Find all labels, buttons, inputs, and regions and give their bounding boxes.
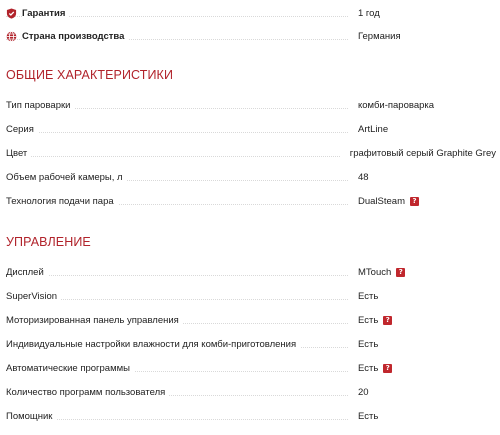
spec-label: Моторизированная панель управления [6, 315, 183, 326]
section-title-control: УПРАВЛЕНИЕ [6, 235, 91, 249]
spec-row [6, 193, 496, 209]
dotted-leader [6, 132, 348, 133]
spec-label: Объем рабочей камеры, л [6, 172, 127, 183]
dotted-leader [6, 275, 348, 276]
spec-row [6, 145, 496, 161]
dotted-leader [6, 156, 340, 157]
globe-icon [6, 31, 17, 42]
spec-row-warranty [6, 5, 496, 21]
spec-value: Есть [358, 314, 379, 326]
help-icon[interactable]: ? [410, 197, 419, 206]
spec-value: Есть [358, 338, 379, 350]
spec-row [6, 288, 496, 304]
spec-label: Индивидуальные настройки влажности для комби-приготовления [6, 339, 300, 350]
spec-label: SuperVision [6, 291, 61, 302]
spec-row [6, 169, 496, 185]
spec-label: Цвет [6, 148, 31, 159]
spec-value: графитовый серый Graphite Grey [349, 147, 496, 159]
spec-value: ArtLine [358, 123, 389, 135]
spec-row [6, 384, 496, 400]
spec-label: Помощник [6, 411, 56, 422]
section-title-general: ОБЩИЕ ХАРАКТЕРИСТИКИ [6, 68, 174, 82]
help-icon[interactable]: ? [396, 268, 405, 277]
spec-label: Серия [6, 124, 38, 135]
spec-row [6, 312, 496, 328]
spec-row [6, 360, 496, 376]
spec-row [6, 336, 496, 352]
help-icon[interactable]: ? [383, 316, 392, 325]
spec-value: 20 [358, 386, 369, 398]
spec-value: 48 [358, 171, 369, 183]
spec-label: Автоматические программы [6, 363, 134, 374]
help-icon[interactable]: ? [383, 364, 392, 373]
spec-label: Технология подачи пара [6, 196, 118, 207]
spec-label: Страна производства [22, 31, 128, 42]
spec-row [6, 121, 496, 137]
spec-value: DualSteam [358, 195, 405, 207]
dotted-leader [6, 419, 348, 420]
spec-label: Количество программ пользователя [6, 387, 169, 398]
spec-row [6, 97, 496, 113]
spec-row [6, 408, 496, 424]
spec-value: комби-пароварка [358, 99, 435, 111]
spec-value: Есть [358, 410, 379, 422]
spec-value: Германия [358, 30, 401, 42]
spec-value: 1 год [358, 7, 380, 19]
spec-value: Есть [358, 290, 379, 302]
shield-check-icon [6, 8, 17, 19]
spec-label: Гарантия [22, 8, 69, 19]
spec-label: Тип пароварки [6, 100, 74, 111]
spec-value: MTouch [358, 266, 392, 278]
spec-label: Дисплей [6, 267, 48, 278]
spec-row [6, 264, 496, 280]
spec-value: Есть [358, 362, 379, 374]
spec-row-country [6, 28, 496, 44]
